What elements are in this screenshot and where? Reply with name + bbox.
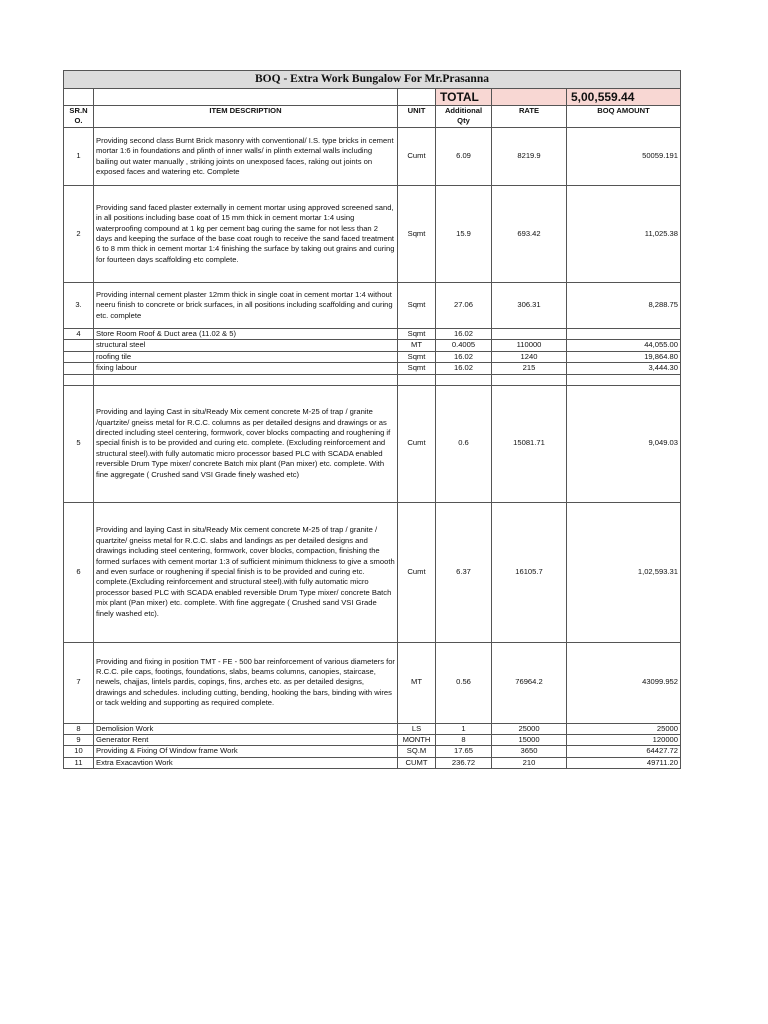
row-description: Demolision Work [94, 723, 398, 734]
row-rate [492, 374, 567, 385]
row-amount: 43099.952 [567, 642, 681, 723]
sheet-title: BOQ - Extra Work Bungalow For Mr.Prasanna [64, 71, 681, 89]
header-rate: RATE [492, 106, 567, 128]
row-rate: 15000 [492, 735, 567, 746]
row-qty: 8 [436, 735, 492, 746]
row-description: Extra Exacavtion Work [94, 757, 398, 768]
row-rate: 16105.7 [492, 502, 567, 642]
table-row [64, 723, 681, 734]
row-unit: Sqmt [398, 283, 436, 329]
row-amount: 44,055.00 [567, 340, 681, 351]
row-description: fixing labour [94, 363, 398, 374]
table-row [64, 363, 681, 374]
boq-table [63, 70, 681, 769]
header-srno: SR.N O. [64, 106, 94, 128]
row-description: Store Room Roof & Duct area (11.02 & 5) [94, 329, 398, 340]
row-unit: MONTH [398, 735, 436, 746]
row-amount: 64427.72 [567, 746, 681, 757]
row-rate: 215 [492, 363, 567, 374]
row-description: Providing & Fixing Of Window frame Work [94, 746, 398, 757]
row-description [94, 374, 398, 385]
header-unit: UNIT [398, 106, 436, 128]
row-unit: Sqmt [398, 329, 436, 340]
row-qty: 6.37 [436, 502, 492, 642]
table-row [64, 757, 681, 768]
table-row [64, 329, 681, 340]
row-srno: 8 [64, 723, 94, 734]
row-amount: 50059.191 [567, 128, 681, 186]
row-qty: 27.06 [436, 283, 492, 329]
row-unit: Sqmt [398, 186, 436, 283]
row-qty: 15.9 [436, 186, 492, 283]
row-description: Providing and laying Cast in situ/Ready Mix cement concrete M-25 of trap / granite /quartzite/ gneiss metal for R.C.C. columns as per detailed designs and drawings or as directed including steel centering, formwork, cover blocks compacting and roughening if special finish is to be provided and curing etc. complete. (Excluding reinforcement and structural steel).with fully automatic micro processor based PLC with SCADA enabled reversible Drum Type mixer/ concrete Batch mix plant (Pan mixer) etc. complete. With fine aggregate ( Crushed sand VSI Grade finely washed etc) [94, 385, 398, 502]
table-row [64, 128, 681, 186]
row-srno: 10 [64, 746, 94, 757]
row-unit: Sqmt [398, 351, 436, 362]
table-row [64, 186, 681, 283]
row-qty: 1 [436, 723, 492, 734]
row-amount: 3,444.30 [567, 363, 681, 374]
row-amount [567, 329, 681, 340]
row-description: Providing and laying Cast in situ/Ready Mix cement concrete M-25 of trap / granite / quartzite/ gneiss metal for R.C.C. slabs and landings as per detailed designs and drawings including steel centering, formwork, cover blocks, compaction, finishing the formed surfaces with cement mortar 1:3 of sufficient minimum thickness to give a smooth and even surface or roughening if special finish is to be provided and curing etc. complete.(Excluding reinforcement and structural steel).with fully automatic micro processor based PLC with SCADA enabled reversible Drum Type mixer/ concrete Batch mix plant (Pan mixer) etc. complete. With fine aggregate ( Crushed sand VSI Grade finely washed etc). [94, 502, 398, 642]
row-rate: 76964.2 [492, 642, 567, 723]
table-row [64, 385, 681, 502]
row-srno: 7 [64, 642, 94, 723]
row-unit: Cumt [398, 128, 436, 186]
row-qty: 0.4005 [436, 340, 492, 351]
row-description: Providing sand faced plaster externally in cement mortar using approved screened sand, in all positions including base coat of 15 mm thick in cement mortar 1:4 using waterproofing compound at 1 kg per cement bag curing the same for not less than 2 days and keeping the surface of the base coat rough to receive the sand faced treatment 6 to 8 mm thick in cement mortar 1:4 finishing the surface by taking out grains and curing for fourteen days scaffolding etc complete. [94, 186, 398, 283]
row-qty: 236.72 [436, 757, 492, 768]
row-srno [64, 351, 94, 362]
row-qty: 17.65 [436, 746, 492, 757]
row-srno: 4 [64, 329, 94, 340]
row-description: Providing second class Burnt Brick masonry with conventional/ I.S. type bricks in cement mortar 1:6 in foundations and plinth of inner walls/ in plinth external walls including bailing out water manually , striking joints on unexposed faces, raking out joints on exposed faces and watering etc. Complete [94, 128, 398, 186]
table-row [64, 502, 681, 642]
row-unit: Sqmt [398, 363, 436, 374]
row-rate: 15081.71 [492, 385, 567, 502]
row-unit: MT [398, 642, 436, 723]
row-description: Providing and fixing in position TMT - FE - 500 bar reinforcement of various diameters for R.C.C. pile caps, footings, foundations, slabs, beams columns, canopies, staircase, newels, chajjas, lintels pardis, copings, fins, arches etc. as per detailed designs, drawings and schedules. including cutting, bending, hooking the bars, binding with wires or tack welding and supporting as required complete. [94, 642, 398, 723]
row-rate [492, 329, 567, 340]
row-description: Generator Rent [94, 735, 398, 746]
row-description: Providing internal cement plaster 12mm thick in single coat in cement mortar 1:4 without neeru finish to concrete or brick surfaces, in all positions including scaffolding and curing etc. complete [94, 283, 398, 329]
row-rate: 306.31 [492, 283, 567, 329]
row-amount: 25000 [567, 723, 681, 734]
header-description: ITEM DESCRIPTION [94, 106, 398, 128]
row-srno [64, 340, 94, 351]
row-unit: MT [398, 340, 436, 351]
header-amount: BOQ AMOUNT [567, 106, 681, 128]
table-row [64, 351, 681, 362]
row-srno: 2 [64, 186, 94, 283]
row-description: structural steel [94, 340, 398, 351]
row-srno [64, 363, 94, 374]
row-amount: 8,288.75 [567, 283, 681, 329]
table-row [64, 374, 681, 385]
row-srno: 1 [64, 128, 94, 186]
row-description: roofing tile [94, 351, 398, 362]
row-rate: 1240 [492, 351, 567, 362]
row-rate: 210 [492, 757, 567, 768]
row-srno: 3. [64, 283, 94, 329]
row-unit: Cumt [398, 385, 436, 502]
row-srno: 11 [64, 757, 94, 768]
row-amount: 19,864.80 [567, 351, 681, 362]
row-qty: 6.09 [436, 128, 492, 186]
row-rate: 8219.9 [492, 128, 567, 186]
total-label: TOTAL [436, 89, 492, 106]
row-srno [64, 374, 94, 385]
row-unit: SQ.M [398, 746, 436, 757]
row-srno: 6 [64, 502, 94, 642]
row-rate: 25000 [492, 723, 567, 734]
row-unit [398, 374, 436, 385]
row-srno: 5 [64, 385, 94, 502]
row-rate: 693.42 [492, 186, 567, 283]
row-amount: 1,02,593.31 [567, 502, 681, 642]
total-value: 5,00,559.44 [567, 89, 681, 106]
table-row [64, 746, 681, 757]
row-qty: 0.6 [436, 385, 492, 502]
table-row [64, 642, 681, 723]
row-amount: 120000 [567, 735, 681, 746]
row-amount [567, 374, 681, 385]
row-rate: 3650 [492, 746, 567, 757]
row-qty: 0.56 [436, 642, 492, 723]
row-amount: 49711.20 [567, 757, 681, 768]
table-row [64, 340, 681, 351]
row-amount: 11,025.38 [567, 186, 681, 283]
table-row [64, 735, 681, 746]
row-unit: Cumt [398, 502, 436, 642]
table-row [64, 283, 681, 329]
row-qty [436, 374, 492, 385]
row-unit: CUMT [398, 757, 436, 768]
row-qty: 16.02 [436, 329, 492, 340]
row-qty: 16.02 [436, 363, 492, 374]
row-amount: 9,049.03 [567, 385, 681, 502]
row-unit: LS [398, 723, 436, 734]
row-rate: 110000 [492, 340, 567, 351]
header-qty: Additional Qty [436, 106, 492, 128]
row-qty: 16.02 [436, 351, 492, 362]
row-srno: 9 [64, 735, 94, 746]
